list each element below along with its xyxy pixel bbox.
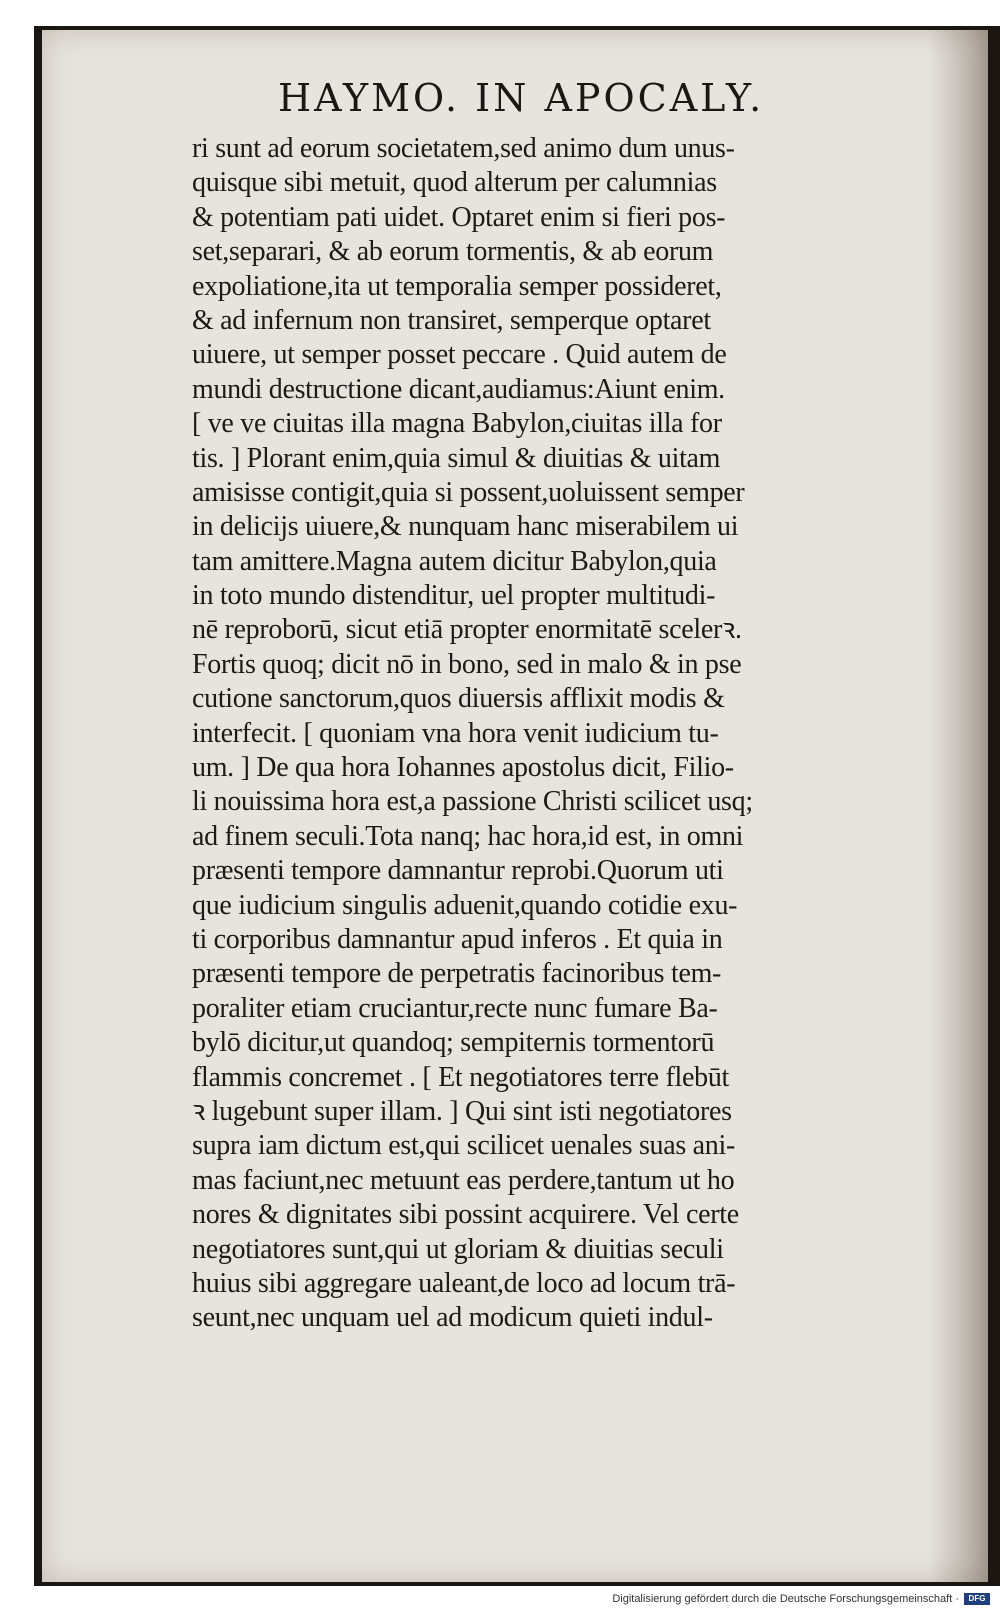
text-line: nores & dignitates sibi possint acquirere. Vel certe — [192, 1199, 739, 1231]
text-line: præsenti tempore damnantur reprobi.Quorum uti — [192, 855, 724, 887]
text-line: expoliatione,ita ut temporalia semper possideret, — [192, 270, 722, 302]
scanned-page-frame — [34, 26, 1000, 1586]
running-head: HAYMO. IN APOCALY. — [278, 76, 765, 120]
text-line: quisque sibi metuit, quod alterum per calumnias — [192, 167, 717, 199]
text-line: mundi destructione dicant,audiamus:Aiunt enim. — [192, 373, 725, 405]
digitization-credit — [612, 1590, 990, 1608]
text-line: tis. ] Plorant enim,quia simul & diuitias & uitam — [192, 442, 721, 474]
text-line: supra iam dictum est,qui scilicet uenales suas ani- — [192, 1130, 735, 1162]
text-line: nē reproborū, sicut etiā propter enormitatē scelerꝛ. — [192, 614, 742, 646]
book-page — [42, 30, 988, 1582]
body-text — [192, 132, 940, 1336]
text-line: & potentiam pati uidet. Optaret enim si fieri pos- — [192, 201, 726, 233]
text-line: negotiatores sunt,qui ut gloriam & diuitias seculi — [192, 1233, 724, 1265]
text-line: ad finem seculi.Tota nanq; hac hora,id est, in omni — [192, 820, 744, 852]
text-line: li nouissima hora est,a passione Christi scilicet usq; — [192, 786, 753, 818]
text-line: præsenti tempore de perpetratis facinoribus tem- — [192, 958, 722, 990]
text-line: Fortis quoq; dicit nō in bono, sed in malo & in pse — [192, 648, 742, 680]
text-line: ti corporibus damnantur apud inferos . Et quia in — [192, 923, 723, 955]
text-line: flammis concremet . [ Et negotiatores terre flebūt — [192, 1061, 730, 1093]
text-line: que iudicium singulis aduenit,quando cotidie exu- — [192, 889, 738, 921]
text-line: uiuere, ut semper posset peccare . Quid autem de — [192, 339, 727, 371]
text-line: [ ve ve ciuitas illa magna Babylon,ciuitas illa for — [192, 408, 722, 440]
text-line: ꝛ lugebunt super illam. ] Qui sint isti negotiatores — [192, 1095, 732, 1127]
text-line: in delicijs uiuere,& nunquam hanc miserabilem ui — [192, 511, 739, 543]
text-line: um. ] De qua hora Iohannes apostolus dicit, Filio- — [192, 752, 734, 784]
text-line: ri sunt ad eorum societatem,sed animo dum unus- — [192, 133, 735, 164]
text-line: amisisse contigit,quia si possent,uoluissent semper — [192, 476, 745, 508]
text-line: in toto mundo distenditur, uel propter multitudi- — [192, 580, 716, 612]
text-line: bylō dicitur,ut quandoq; sempiternis tormentorū — [192, 1027, 715, 1059]
text-line: huius sibi aggregare ualeant,de loco ad locum trā- — [192, 1267, 736, 1299]
text-line: interfecit. [ quoniam vna hora venit iudicium tu- — [192, 717, 719, 749]
text-line: seunt,nec unquam uel ad modicum quieti indul- — [192, 1302, 713, 1334]
text-line: poraliter etiam cruciantur,recte nunc fumare Ba- — [192, 992, 718, 1024]
text-line: cutione sanctorum,quos diuersis afflixit modis & — [192, 683, 725, 715]
text-line: mas faciunt,nec metuunt eas perdere,tantum ut ho — [192, 1164, 735, 1196]
text-line: & ad infernum non transiret, semperque optaret — [192, 304, 711, 336]
text-line: set,separari, & ab eorum tormentis, & ab eorum — [192, 236, 714, 268]
credit-text: Digitalisierung gefördert durch die Deutsche Forschungsgemeinschaft · — [612, 1593, 959, 1605]
dfg-logo: DFG — [964, 1593, 990, 1605]
text-line: tam amittere.Magna autem dicitur Babylon,quia — [192, 545, 717, 577]
